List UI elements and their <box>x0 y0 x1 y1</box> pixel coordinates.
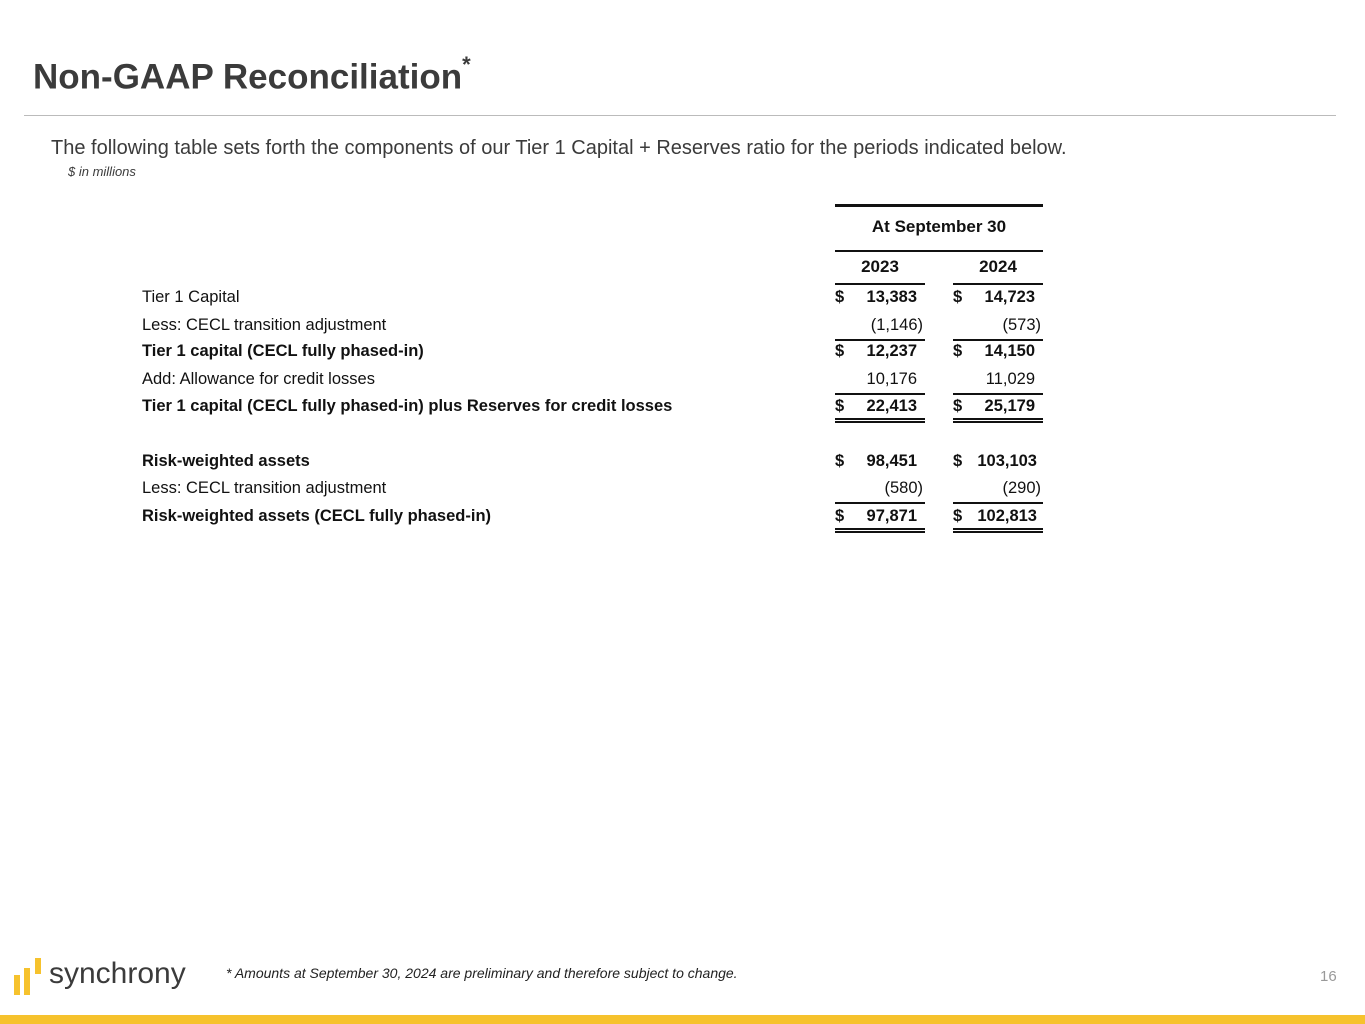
value-2023: 12,237 <box>866 342 917 360</box>
units-note: $ in millions <box>68 164 136 179</box>
table-row <box>142 313 1044 337</box>
value-2023: (1,146) <box>870 316 923 334</box>
page-title: Non-GAAP Reconciliation* <box>33 52 471 97</box>
double-rule <box>835 418 925 420</box>
value-2023: (580) <box>884 479 923 497</box>
value-2024: (290) <box>1002 479 1041 497</box>
value-2024: (573) <box>1002 316 1041 334</box>
value-2023: 98,451 <box>866 452 917 470</box>
value-2023: 22,413 <box>866 397 917 415</box>
table-row <box>142 449 1044 473</box>
value-2023: 13,383 <box>866 288 917 306</box>
row-label: Tier 1 Capital <box>142 288 240 306</box>
table-row <box>142 367 1044 391</box>
value-2024: 11,029 <box>985 370 1035 388</box>
footnote: * Amounts at September 30, 2024 are preliminary and therefore subject to change. <box>226 965 738 981</box>
currency: $ <box>953 342 963 360</box>
double-rule <box>953 421 1043 423</box>
title-divider <box>24 115 1336 116</box>
synchrony-logo-icon <box>14 958 44 996</box>
currency: $ <box>835 397 845 415</box>
value-2024: 14,723 <box>984 288 1035 306</box>
double-rule <box>835 421 925 423</box>
page-number: 16 <box>1320 968 1337 985</box>
year-header-2024: 2024 <box>979 257 1017 276</box>
table-top-rule <box>835 204 1043 207</box>
currency: $ <box>835 507 845 525</box>
table-row <box>142 285 1044 309</box>
brand-name: synchrony <box>49 957 186 990</box>
double-rule <box>953 528 1043 530</box>
header-rule <box>835 250 1043 252</box>
row-label: Less: CECL transition adjustment <box>142 316 387 334</box>
currency: $ <box>835 342 845 360</box>
value-2023: 97,871 <box>866 507 917 525</box>
row-label: Tier 1 capital (CECL fully phased-in) <box>142 342 424 360</box>
footer-accent-bar <box>0 1015 1365 1024</box>
value-2024: 14,150 <box>984 342 1035 360</box>
row-label: Risk-weighted assets <box>142 452 310 470</box>
row-label: Less: CECL transition adjustment <box>142 479 387 497</box>
row-label: Add: Allowance for credit losses <box>142 370 375 388</box>
table-row <box>142 394 1044 418</box>
double-rule <box>953 418 1043 420</box>
row-label: Risk-weighted assets (CECL fully phased-in) <box>142 507 492 525</box>
title-asterisk: * <box>462 52 471 77</box>
group-header: At September 30 <box>871 217 1007 236</box>
table-row <box>142 339 1044 363</box>
year-header-2023: 2023 <box>861 257 899 276</box>
currency: $ <box>953 288 963 306</box>
double-rule <box>953 531 1043 533</box>
currency: $ <box>835 452 845 470</box>
value-2024: 102,813 <box>977 507 1037 525</box>
currency: $ <box>953 397 963 415</box>
row-label: Tier 1 capital (CECL fully phased-in) plus Reserves for credit losses <box>142 397 673 415</box>
value-2024: 25,179 <box>984 397 1035 415</box>
intro-text: The following table sets forth the components of our Tier 1 Capital + Reserves ratio for the periods indicated below. <box>51 137 1067 159</box>
currency: $ <box>953 452 963 470</box>
table-row <box>142 504 1044 528</box>
currency: $ <box>953 507 963 525</box>
value-2023: 10,176 <box>866 370 917 388</box>
value-2024: 103,103 <box>977 452 1037 470</box>
table-row <box>142 476 1044 500</box>
double-rule <box>835 528 925 530</box>
double-rule <box>835 531 925 533</box>
currency: $ <box>835 288 845 306</box>
